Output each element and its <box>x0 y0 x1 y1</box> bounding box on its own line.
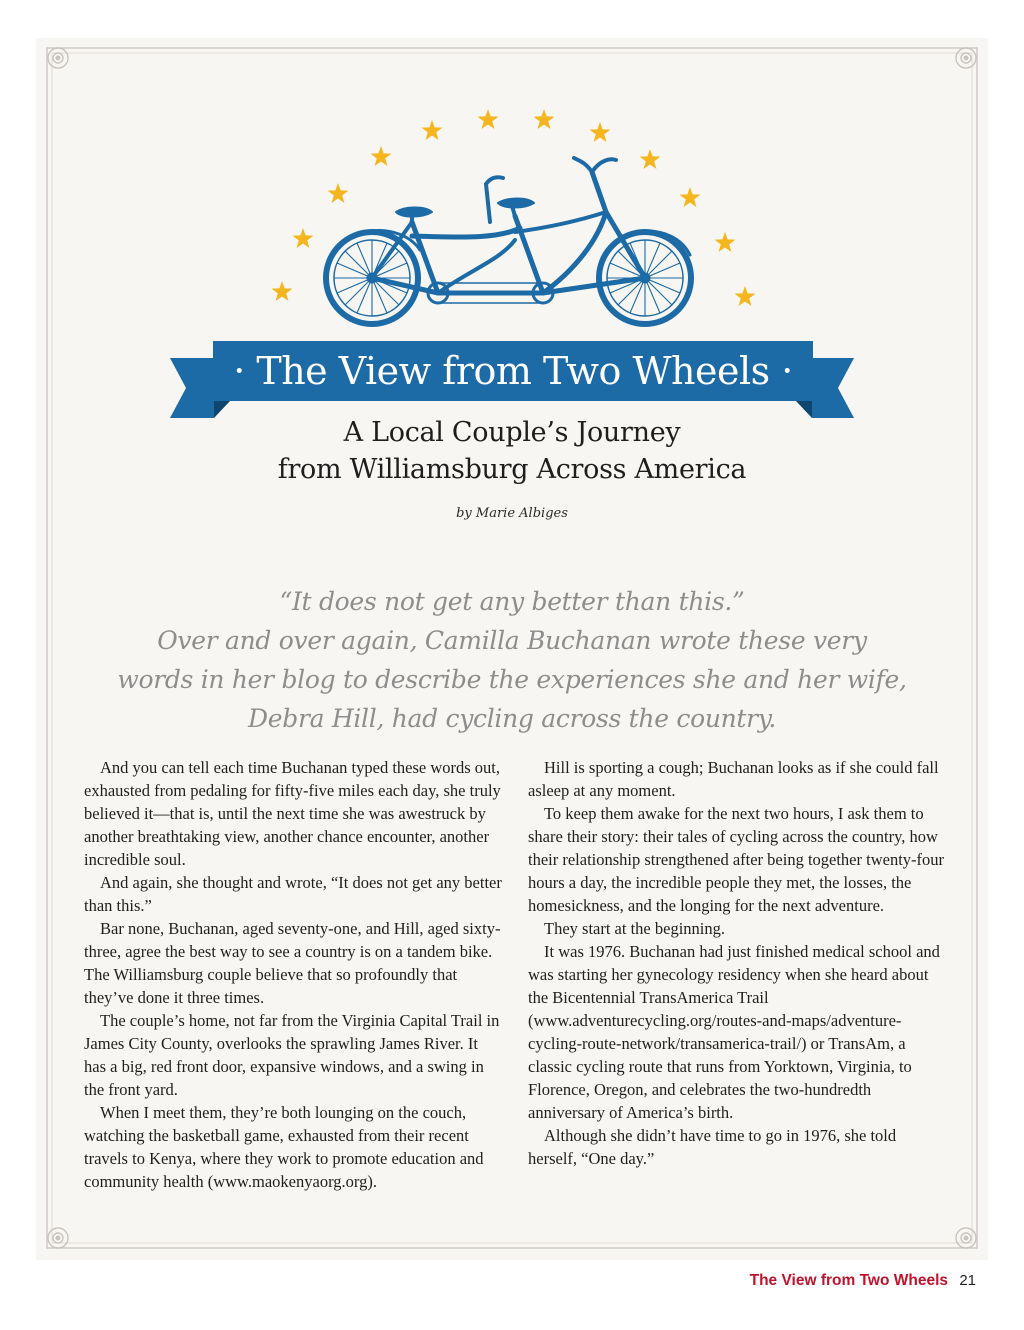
paragraph: And you can tell each time Buchanan typed these words out, exhausted from pedaling for fifty-five miles each day, she truly believed it—that is, until the next time she was awestruck by another breathtaking view, another chance encounter, another incredible soul. <box>84 758 501 869</box>
star-icon <box>293 228 314 248</box>
article-title: · The View from Two Wheels · <box>233 349 793 393</box>
star-icon <box>640 149 661 169</box>
star-icon <box>422 120 443 140</box>
star-icon <box>534 109 555 129</box>
pull-quote-line: Over and over again, Camilla Buchanan wrote these very <box>157 626 867 655</box>
paragraph: The couple’s home, not far from the Virginia Capital Trail in James City County, overlooks the sprawling James River. It has a big, red front door, expansive windows, and a swing in the front yard. <box>84 1011 500 1099</box>
corner-ornament-icon <box>956 1228 976 1248</box>
paragraph: Although she didn’t have time to go in 1976, she told herself, “One day.” <box>528 1126 897 1168</box>
star-icon <box>272 281 293 301</box>
star-icon <box>371 146 392 166</box>
byline: by Marie Albiges <box>456 506 568 521</box>
paragraph: When I meet them, they’re both lounging on the couch, watching the basketball game, exhausted from their recent travels to Kenya, where they work to promote education and community health (www.maokenyaorg.org). <box>84 1103 484 1191</box>
page-number: 21 <box>959 1272 976 1289</box>
paragraph: Hill is sporting a cough; Buchanan looks as if she could fall asleep at any moment. <box>528 758 939 800</box>
star-icon <box>680 187 701 207</box>
footer-section-title: The View from Two Wheels <box>749 1272 948 1289</box>
paragraph: And again, she thought and wrote, “It does not get any better than this.” <box>84 873 502 915</box>
tandem-bicycle-icon <box>326 158 691 324</box>
paragraph: To keep them awake for the next two hours, I ask them to share their story: their tales of cycling across the country, how their relationship strengthened after being together twenty-four hours a day, the incredible people they met, the losses, the homesickness, and the longing for the next adventure. <box>528 804 945 915</box>
body-column-left <box>84 756 504 1193</box>
star-icon <box>328 183 349 203</box>
pull-quote-line: “It does not get any better than this.” <box>279 587 745 616</box>
star-icon <box>478 109 499 129</box>
corner-ornament-icon <box>48 1228 68 1248</box>
article-subtitle-line2: from Williamsburg Across America <box>277 454 747 485</box>
star-icon <box>735 286 756 306</box>
paragraph: They start at the beginning. <box>544 919 725 938</box>
star-icon <box>715 232 736 252</box>
pull-quote-line: Debra Hill, had cycling across the country. <box>248 704 776 733</box>
article-subtitle-line1: A Local Couple’s Journey <box>343 417 681 448</box>
paragraph: It was 1976. Buchanan had just finished medical school and was starting her gynecology residency when she heard about the Bicentennial TransAmerica Trail (www.adventurecycling.org/routes-and-maps/adventure-cycling-route-network/transamerica-trail/) or TransAm, a classic cycling route that runs from Yorktown, Virginia, to Florence, Oregon, and celebrates the two-hundredth anniversary of America’s birth. <box>528 942 940 1122</box>
paragraph: Bar none, Buchanan, aged seventy-one, and Hill, aged sixty-three, agree the best way to see a country is on a tandem bike. The Williamsburg couple believe that so profoundly that they’ve done it three times. <box>84 919 501 1007</box>
pull-quote-line: words in her blog to describe the experiences she and her wife, <box>117 665 907 694</box>
body-column-right <box>528 756 948 1170</box>
star-icon <box>590 122 611 142</box>
pull-quote <box>90 582 934 738</box>
